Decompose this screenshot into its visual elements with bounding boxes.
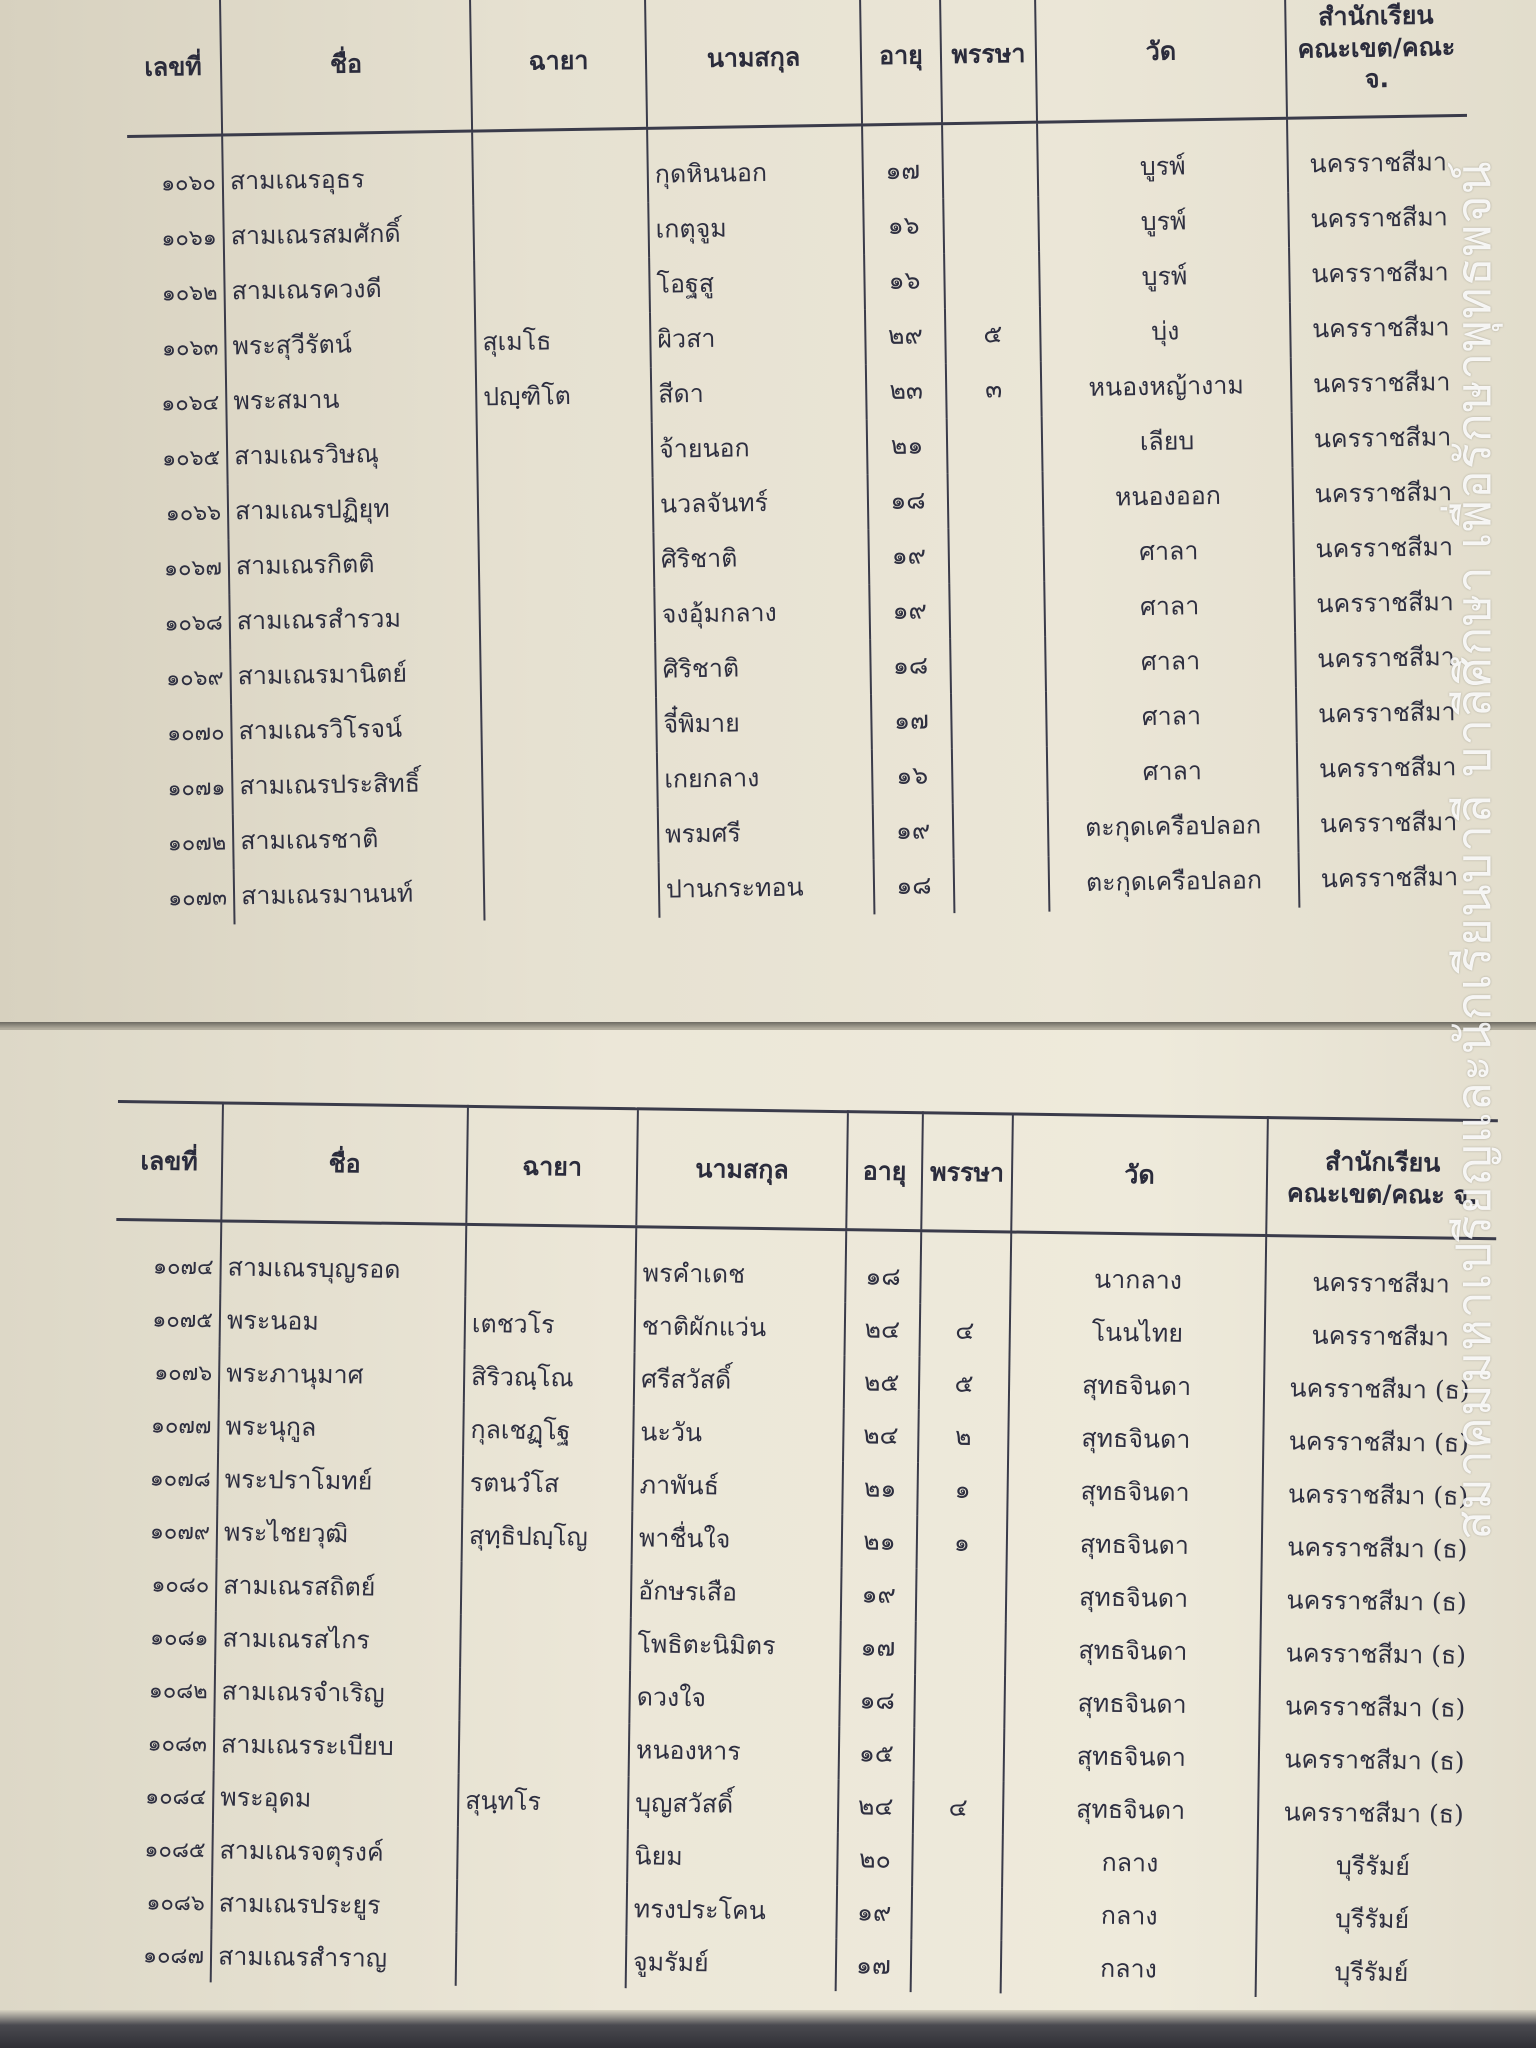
- row-wat: ตะกุดเครือปลอก: [1049, 852, 1300, 911]
- row-name: พระอุดม: [213, 1770, 459, 1826]
- row-office: นครราชสีมา (ธ): [1259, 1679, 1490, 1735]
- row-wat: กลาง: [1002, 1834, 1258, 1891]
- row-chaya: [484, 862, 660, 920]
- row-surname: นิยม: [627, 1829, 838, 1885]
- row-age: ๒๙: [865, 308, 946, 364]
- row-age: ๑๖: [864, 253, 945, 309]
- row-phansa: ๑: [917, 1515, 1008, 1569]
- row-number: ๑๐๗๓: [139, 869, 235, 925]
- row-age: ๑๗: [871, 693, 952, 749]
- row-name: สามเณรมานนท์: [234, 865, 485, 924]
- row-name: พระสุวีรัตน์: [225, 315, 476, 374]
- register-table-bottom: [106, 1100, 1498, 2000]
- row-surname: พาชื่นใจ: [632, 1511, 843, 1567]
- row-wat: บูรพ์: [1037, 118, 1288, 196]
- header-office-line1: สำนักเรียน: [1324, 1147, 1441, 1178]
- row-name: สามเณรจำเริญ: [214, 1664, 460, 1720]
- row-number: ๑๐๗๔: [115, 1219, 221, 1293]
- row-name: สามเณรสำราญ: [211, 1929, 457, 1985]
- row-number: ๑๐๘๖: [106, 1875, 212, 1929]
- row-surname: สีดา: [651, 364, 867, 422]
- row-phansa: [953, 801, 1049, 857]
- row-name: สามเณรสำรวม: [229, 590, 480, 649]
- header-surname: นามสกุล: [645, 0, 862, 128]
- row-office: นครราชสีมา: [1264, 1308, 1495, 1364]
- row-age: ๒๔: [843, 1408, 919, 1462]
- row-surname: ปานกระทอน: [659, 859, 875, 917]
- row-age: ๑๙: [841, 1567, 917, 1621]
- row-office: นครราชสีมา: [1287, 115, 1468, 192]
- row-office: นครราชสีมา: [1290, 299, 1471, 357]
- row-name: สามเณรสถิตย์: [216, 1558, 462, 1614]
- row-wat: สุทธจินดา: [1006, 1569, 1262, 1626]
- row-phansa: [920, 1231, 1011, 1305]
- row-office: นครราชสีมา: [1294, 574, 1475, 632]
- row-office: นครราชสีมา: [1288, 189, 1469, 247]
- row-number: ๑๐๖๒: [129, 264, 225, 320]
- row-number: ๑๐๘๗: [106, 1928, 212, 1982]
- header-office-line2: คณะเขต/คณะ จ.: [1286, 1177, 1478, 1210]
- row-phansa: ๔: [913, 1780, 1004, 1834]
- row-office: นครราชสีมา (ธ): [1264, 1361, 1495, 1417]
- row-name: พระนอม: [220, 1293, 466, 1349]
- row-surname: ดวงใจ: [629, 1670, 840, 1726]
- row-chaya: [473, 202, 649, 260]
- row-chaya: [456, 1880, 627, 1935]
- row-chaya: [457, 1827, 628, 1882]
- row-age: ๑๙: [873, 803, 954, 859]
- row-name: สามเณรบุญรอด: [220, 1221, 466, 1297]
- row-wat: บุ่ง: [1040, 302, 1291, 361]
- row-phansa: [911, 1939, 1002, 1993]
- row-age: ๒๑: [842, 1514, 918, 1568]
- row-office: นครราชสีมา (ธ): [1262, 1467, 1493, 1523]
- row-surname: อักษรเสือ: [631, 1564, 842, 1620]
- row-name: สามเณรสไกร: [215, 1611, 461, 1667]
- row-wat: ศาลา: [1047, 742, 1298, 801]
- row-phansa: [954, 856, 1050, 912]
- book-edge: [0, 2010, 1536, 2048]
- row-office: นครราชสีมา: [1292, 464, 1473, 522]
- row-wat: สุทธจินดา: [1007, 1516, 1263, 1573]
- row-age: ๑๙: [836, 1885, 912, 1939]
- row-age: ๒๔: [838, 1779, 914, 1833]
- row-wat: ศาลา: [1044, 577, 1295, 636]
- row-wat: ศาลา: [1043, 522, 1294, 581]
- row-number: ๑๐๗๒: [138, 814, 234, 870]
- row-name: พระภานุมาศ: [219, 1346, 465, 1402]
- header-age: อายุ: [846, 1112, 923, 1231]
- row-phansa: [943, 196, 1039, 252]
- row-number: ๑๐๘๑: [110, 1610, 216, 1664]
- header-chaya: ฉายา: [466, 1106, 638, 1226]
- row-chaya: สุเมโธ: [475, 312, 651, 370]
- row-surname: บุญสวัสดิ์: [628, 1776, 839, 1832]
- header-name: ชื่อ: [220, 0, 472, 134]
- row-wat: บูรพ์: [1038, 192, 1289, 251]
- row-number: ๑๐๗๑: [137, 759, 233, 815]
- row-surname: เกตุจูม: [648, 199, 864, 257]
- row-number: ๑๐๖๐: [127, 134, 223, 210]
- row-wat: สุทธจินดา: [1003, 1781, 1259, 1838]
- row-name: สามเณรประสิทธิ์: [232, 755, 483, 814]
- row-phansa: [950, 636, 1046, 692]
- row-phansa: [942, 122, 1038, 198]
- row-age: ๑๗: [836, 1938, 912, 1992]
- row-surname: จี๋พิมาย: [656, 694, 872, 752]
- row-age: ๑๖: [872, 748, 953, 804]
- row-office: นครราชสีมา (ธ): [1262, 1520, 1493, 1576]
- row-surname: ภาพันธ์: [632, 1458, 843, 1514]
- row-surname: จงอุ้มกลาง: [654, 584, 870, 642]
- row-phansa: ๓: [946, 361, 1042, 417]
- row-phansa: [916, 1568, 1007, 1622]
- row-wat: หนองหญ้างาม: [1041, 357, 1292, 416]
- row-number: ๑๐๘๒: [109, 1663, 215, 1717]
- row-name: สามเณรระเบียบ: [214, 1717, 460, 1773]
- row-phansa: [947, 416, 1043, 472]
- row-phansa: ๔: [920, 1303, 1011, 1357]
- row-phansa: [949, 581, 1045, 637]
- row-chaya: [479, 587, 655, 645]
- row-age: ๑๘: [845, 1230, 921, 1304]
- row-office: นครราชสีมา (ธ): [1263, 1414, 1494, 1470]
- row-wat: สุทธจินดา: [1008, 1410, 1264, 1467]
- row-surname: กุดหินนอก: [647, 124, 863, 202]
- row-surname: ผิวสา: [650, 309, 866, 367]
- row-chaya: [478, 477, 654, 535]
- row-chaya: [461, 1562, 632, 1617]
- row-phansa: [912, 1833, 1003, 1887]
- row-chaya: สุนฺทโร: [458, 1774, 629, 1829]
- row-name: สามเณรกิตติ: [228, 535, 479, 594]
- row-number: ๑๐๖๑: [128, 209, 224, 265]
- header-no: เลขที่: [125, 0, 222, 136]
- row-age: ๑๘: [839, 1673, 915, 1727]
- row-office: นครราชสีมา: [1295, 629, 1476, 687]
- row-number: ๑๐๗๗: [113, 1398, 219, 1452]
- row-wat: นากลาง: [1010, 1232, 1266, 1308]
- row-phansa: [951, 691, 1047, 747]
- row-office: นครราชสีมา: [1296, 684, 1477, 742]
- row-number: ๑๐๗๖: [114, 1345, 220, 1399]
- row-office: บุรีรัมย์: [1256, 1891, 1487, 1947]
- row-chaya: [472, 128, 648, 205]
- row-surname: จูมรัมย์: [626, 1935, 837, 1991]
- row-name: สามเณรวิษณุ: [227, 425, 478, 484]
- row-office: นครราชสีมา (ธ): [1258, 1785, 1489, 1841]
- row-phansa: ๒: [918, 1409, 1009, 1463]
- row-phansa: [944, 251, 1040, 307]
- row-number: ๑๐๘๕: [107, 1822, 213, 1876]
- row-name: สามเณรควงดี: [224, 260, 475, 319]
- table-header-row: [116, 1101, 1498, 1238]
- row-age: ๒๑: [842, 1461, 918, 1515]
- row-surname: พรมศรี: [658, 804, 874, 862]
- row-chaya: [456, 1933, 627, 1988]
- row-number: ๑๐๖๔: [131, 374, 227, 430]
- row-chaya: [465, 1224, 636, 1299]
- row-office: นครราชสีมา: [1297, 739, 1478, 797]
- row-age: ๒๕: [844, 1355, 920, 1409]
- row-surname: พรคำเดช: [635, 1227, 846, 1302]
- row-phansa: [911, 1886, 1002, 1940]
- row-name: สามเณรสมศักดิ์: [223, 205, 474, 264]
- row-phansa: ๑: [917, 1462, 1008, 1516]
- row-surname: นวลจันทร์: [653, 474, 869, 532]
- row-age: ๒๑: [867, 418, 948, 474]
- row-phansa: [948, 526, 1044, 582]
- watermark-text: สมาคมมหาเปรียญและนักเรียนบาลี บาลีศึกษา เพื่อรักษาพุทธพจน์: [1446, 160, 1502, 1540]
- row-office: บุรีรัมย์: [1257, 1838, 1488, 1894]
- row-wat: กลาง: [1001, 1940, 1257, 1997]
- row-number: ๑๐๘๔: [108, 1769, 214, 1823]
- row-office: บุรีรัมย์: [1256, 1944, 1487, 2000]
- row-age: ๒๐: [837, 1832, 913, 1886]
- row-number: ๑๐๖๗: [133, 539, 229, 595]
- header-name: ชื่อ: [221, 1103, 468, 1224]
- row-office: นครราชสีมา: [1291, 354, 1472, 412]
- row-number: ๑๐๗๘: [112, 1451, 218, 1505]
- row-age: ๑๗: [862, 123, 943, 199]
- row-name: พระนุกูล: [218, 1399, 464, 1455]
- header-phansa: พรรษา: [940, 0, 1037, 123]
- row-office: นครราชสีมา: [1299, 849, 1480, 907]
- row-age: ๒๓: [866, 363, 947, 419]
- row-age: ๑๕: [839, 1726, 915, 1780]
- register-table-top: [125, 0, 1479, 925]
- row-number: ๑๐๗๐: [136, 704, 232, 760]
- row-name: สามเณรอุธร: [222, 131, 473, 209]
- row-age: ๒๔: [845, 1302, 921, 1356]
- row-chaya: รตนวํโส: [462, 1456, 633, 1511]
- row-age: ๑๘: [870, 638, 951, 694]
- row-chaya: [483, 807, 659, 865]
- row-name: พระปราโมทย์: [217, 1452, 463, 1508]
- row-name: สามเณรมานิตย์: [230, 645, 481, 704]
- row-chaya: สุทฺธิปญฺโญ: [462, 1509, 633, 1564]
- row-number: ๑๐๖๕: [132, 429, 228, 485]
- row-chaya: เตชวโร: [465, 1297, 636, 1352]
- row-age: ๑๘: [874, 858, 955, 914]
- row-chaya: [481, 697, 657, 755]
- row-number: ๑๐๗๙: [112, 1504, 218, 1558]
- row-office: นครราชสีมา: [1289, 244, 1470, 302]
- row-number: ๑๐๘๓: [109, 1716, 215, 1770]
- row-number: ๑๐๗๕: [115, 1292, 221, 1346]
- row-chaya: [459, 1721, 630, 1776]
- row-number: ๑๐๖๘: [134, 594, 230, 650]
- row-surname: นะวัน: [633, 1405, 844, 1461]
- header-wat: วัด: [1011, 1114, 1268, 1236]
- row-surname: ศรีสวัสดิ์: [634, 1352, 845, 1408]
- row-wat: หนองออก: [1043, 467, 1294, 526]
- row-age: ๑๙: [868, 528, 949, 584]
- header-phansa: พรรษา: [921, 1113, 1013, 1232]
- row-wat: เลียบ: [1042, 412, 1293, 471]
- row-surname: ศิริชาติ: [655, 639, 871, 697]
- header-age: อายุ: [860, 0, 942, 124]
- row-wat: สุทธจินดา: [1007, 1463, 1263, 1520]
- table-header-row: [125, 0, 1467, 136]
- row-phansa: [914, 1727, 1005, 1781]
- row-surname: จ้ายนอก: [652, 419, 868, 477]
- row-chaya: [460, 1615, 631, 1670]
- row-surname: ทรงประโคน: [626, 1882, 837, 1938]
- row-phansa: [952, 746, 1048, 802]
- row-surname: ศิริชาติ: [653, 529, 869, 587]
- row-office: นครราชสีมา: [1298, 794, 1479, 852]
- row-surname: เกยกลาง: [657, 749, 873, 807]
- row-wat: สุทธจินดา: [1004, 1675, 1260, 1732]
- row-office: นครราชสีมา (ธ): [1260, 1626, 1491, 1682]
- row-age: ๑๙: [869, 583, 950, 639]
- row-wat: ศาลา: [1045, 632, 1296, 691]
- header-office-line1: สำนักเรียน: [1318, 0, 1434, 32]
- row-phansa: ๕: [919, 1356, 1010, 1410]
- row-name: สามเณรวิโรจน์: [231, 700, 482, 759]
- row-phansa: [948, 471, 1044, 527]
- row-chaya: [478, 532, 654, 590]
- row-number: ๑๐๖๓: [130, 319, 226, 375]
- row-surname: ชาติผักแว่น: [635, 1299, 846, 1355]
- row-name: สามเณรชาติ: [233, 810, 484, 869]
- row-chaya: [480, 642, 656, 700]
- row-phansa: [915, 1621, 1006, 1675]
- row-name: พระไชยวุฒิ: [217, 1505, 463, 1561]
- row-wat: ศาลา: [1046, 687, 1297, 746]
- row-office: นครราชสีมา (ธ): [1259, 1732, 1490, 1788]
- row-name: พระสมาน: [226, 370, 477, 429]
- row-number: ๑๐๖๖: [133, 484, 229, 540]
- row-chaya: ปญฺฑิโต: [476, 367, 652, 425]
- header-wat: วัด: [1035, 0, 1287, 122]
- row-surname: โพธิตะนิมิตร: [630, 1617, 841, 1673]
- row-wat: สุทธจินดา: [1004, 1728, 1260, 1785]
- row-chaya: [482, 752, 658, 810]
- row-surname: หนองหาร: [629, 1723, 840, 1779]
- row-name: สามเณรปฏิยุท: [228, 480, 479, 539]
- row-number: ๑๐๘๐: [111, 1557, 217, 1611]
- row-wat: ตะกุดเครือปลอก: [1048, 797, 1299, 856]
- row-office: นครราชสีมา: [1292, 409, 1473, 467]
- row-age: ๑๘: [868, 473, 949, 529]
- row-phansa: [914, 1674, 1005, 1728]
- row-chaya: กุลเชฏฺโฐ: [463, 1403, 634, 1458]
- row-wat: บูรพ์: [1039, 247, 1290, 306]
- row-surname: โอฐสู: [649, 254, 865, 312]
- row-name: สามเณรประยูร: [211, 1876, 457, 1932]
- header-surname: นามสกุล: [636, 1109, 848, 1230]
- row-office: นครราชสีมา: [1293, 519, 1474, 577]
- row-wat: กลาง: [1001, 1887, 1257, 1944]
- row-office: นครราชสีมา: [1265, 1236, 1496, 1312]
- row-number: ๑๐๖๙: [135, 649, 231, 705]
- row-phansa: ๕: [945, 306, 1041, 362]
- row-chaya: [474, 257, 650, 315]
- row-name: สามเณรจตุรงค์: [212, 1823, 458, 1879]
- header-office-line2: คณะเขต/คณะ จ.: [1297, 31, 1456, 94]
- row-office: นครราชสีมา (ธ): [1261, 1573, 1492, 1629]
- row-chaya: สิริวณฺโณ: [464, 1350, 635, 1405]
- header-no: เลขที่: [116, 1101, 223, 1220]
- header-office: [1285, 0, 1467, 118]
- header-chaya: ฉายา: [470, 0, 647, 131]
- row-wat: สุทธจินดา: [1009, 1357, 1265, 1414]
- row-age: ๑๗: [840, 1620, 916, 1674]
- row-chaya: [477, 422, 653, 480]
- row-age: ๑๖: [863, 198, 944, 254]
- row-wat: สุทธจินดา: [1005, 1622, 1261, 1679]
- row-chaya: [459, 1668, 630, 1723]
- row-wat: โนนไทย: [1009, 1304, 1265, 1361]
